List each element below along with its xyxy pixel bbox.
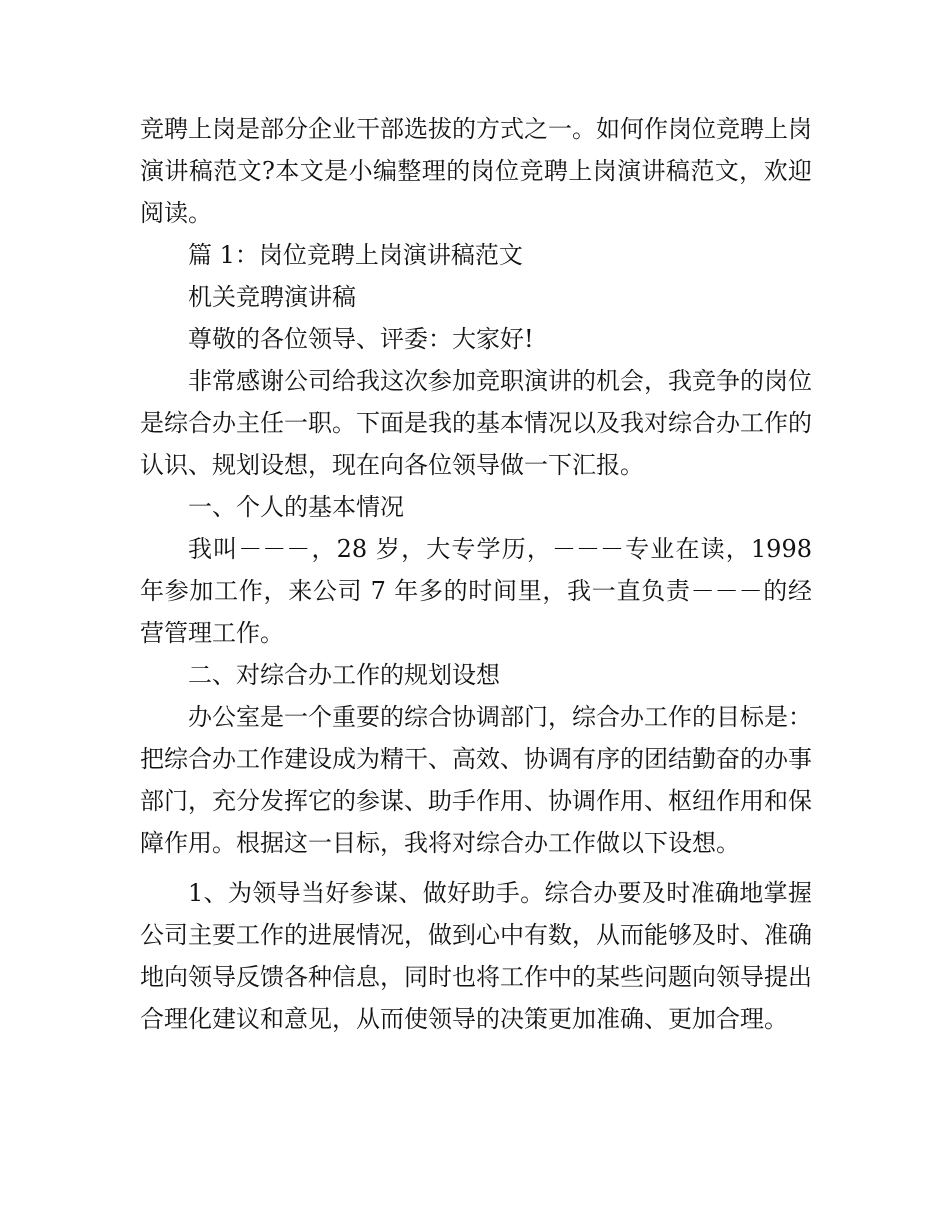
opening-paragraph: 非常感谢公司给我这次参加竞职演讲的机会，我竞争的岗位是综合办主任一职。下面是我的基本情况以及我对综合办工作的认识、规划设想，现在向各位领导做一下汇报。	[140, 367, 812, 479]
personal-info-paragraph: 我叫－－－，28 岁，大专学历，－－－专业在读，1998 年参加工作，来公司 7 年多的时间里，我一直负责－－－的经营管理工作。	[140, 535, 812, 647]
subheading-plan: 二、对综合办工作的规划设想	[188, 661, 500, 689]
salutation: 尊敬的各位领导、评委：大家好!	[188, 325, 534, 353]
plan-intro-paragraph: 办公室是一个重要的综合协调部门，综合办工作的目标是：把综合办工作建设成为精干、高效、协调有序的团结勤奋的办事部门，充分发挥它的参谋、助手作用、协调作用、枢纽作用和保障作用。根据这一目标，我将对综合办工作做以下设想。	[140, 703, 812, 857]
subheading-personal-info: 一、个人的基本情况	[188, 493, 404, 521]
document-body	[140, 108, 812, 1040]
plan-item-1-paragraph: 1、为领导当好参谋、做好助手。综合办要及时准确地掌握公司主要工作的进展情况，做到心中有数，从而能够及时、准确地向领导反馈各种信息，同时也将工作中的某些问题向领导提出合理化建议和意见，从而使领导的决策更加准确、更加合理。	[140, 879, 812, 1033]
speech-title: 机关竞聘演讲稿	[188, 283, 356, 311]
paragraph-spacer	[140, 864, 812, 872]
section-heading: 篇 1：岗位竞聘上岗演讲稿范文	[188, 241, 523, 269]
intro-paragraph: 竞聘上岗是部分企业干部选拔的方式之一。如何作岗位竞聘上岗演讲稿范文?本文是小编整理的岗位竞聘上岗演讲稿范文，欢迎阅读。	[140, 115, 812, 227]
